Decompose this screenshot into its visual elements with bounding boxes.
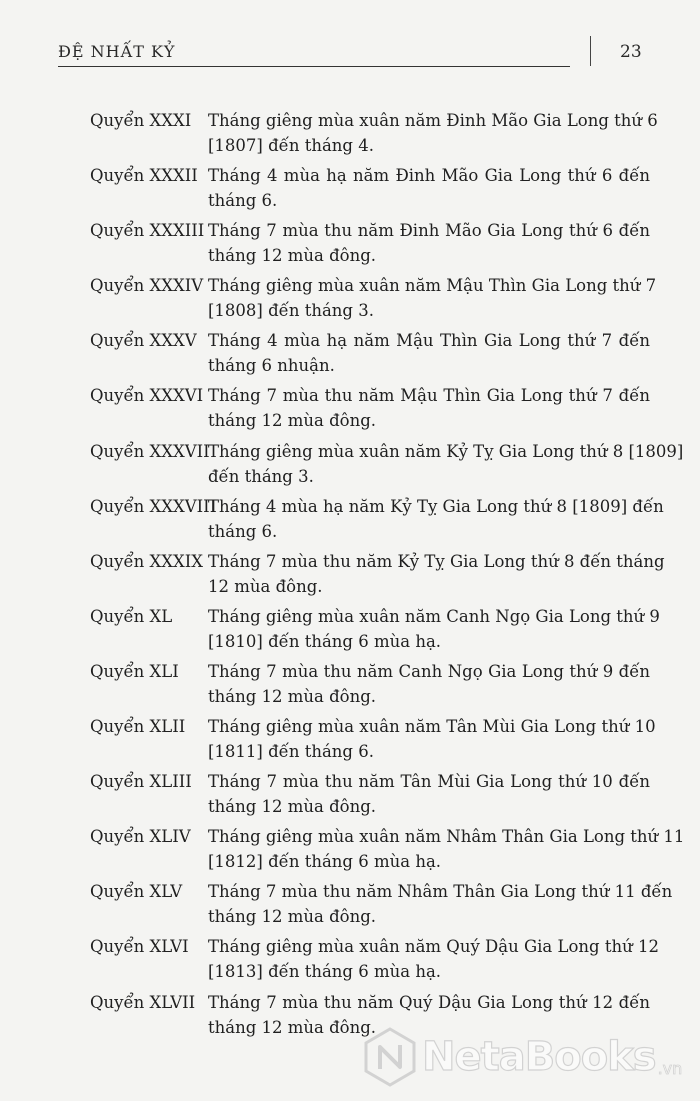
volume-label: Quyển XLIII	[90, 772, 192, 792]
volume-label: Quyển XXXIII	[90, 221, 205, 241]
description-line-2: tháng 6 nhuận.	[208, 356, 335, 376]
description-line-2: tháng 12 mùa đông.	[208, 1017, 377, 1037]
volume-label: Quyển XL	[90, 606, 173, 626]
description-line-1: Tháng 7 mùa thu năm Quý Dậu Gia Long thứ 12 đến	[208, 992, 650, 1012]
volume-entry	[90, 604, 660, 659]
description-line-2: tháng 12 mùa đông.	[208, 246, 377, 266]
description-line-2: đến tháng 3.	[208, 466, 314, 486]
volume-description	[208, 383, 650, 433]
description-line-2: [1807] đến tháng 4.	[208, 136, 374, 155]
volume-description	[208, 549, 665, 599]
volume-entry	[90, 549, 665, 604]
description-line-1: Tháng giêng mùa xuân năm Kỷ Tỵ Gia Long thứ 8 [1809]	[208, 441, 684, 461]
volume-label: Quyển XXXII	[90, 166, 198, 186]
page-number: 23	[620, 42, 642, 62]
watermark-brand: NetaBooks	[422, 1034, 656, 1080]
volume-description	[208, 769, 650, 819]
volume-label: Quyển XLVII	[90, 992, 196, 1012]
watermark	[362, 1022, 682, 1092]
header-rule	[58, 66, 570, 67]
description-line-1: Tháng giêng mùa xuân năm Canh Ngọ Gia Long thứ 9	[208, 606, 660, 626]
volume-description	[208, 934, 659, 984]
volume-label: Quyển XXXI	[90, 111, 192, 130]
description-line-2: [1811] đến tháng 6.	[208, 742, 374, 762]
volume-description	[208, 163, 650, 213]
volume-entry	[90, 494, 664, 549]
volume-description	[208, 328, 650, 378]
volume-entry	[90, 879, 673, 934]
description-line-1: Tháng giêng mùa xuân năm Nhâm Thân Gia Long thứ 11	[208, 827, 685, 847]
volume-label: Quyển XLI	[90, 661, 179, 681]
description-line-2: tháng 12 mùa đông.	[208, 907, 377, 927]
description-line-1: Tháng giêng mùa xuân năm Quý Dậu Gia Long thứ 12	[208, 937, 659, 957]
description-line-1: Tháng 7 mùa thu năm Canh Ngọ Gia Long thứ 9 đến	[208, 661, 650, 681]
description-line-2: 12 mùa đông.	[208, 576, 323, 596]
volume-label: Quyển XXXVI	[90, 386, 204, 406]
volume-entry	[90, 328, 650, 383]
description-line-1: Tháng 7 mùa thu năm Tân Mùi Gia Long thứ 10 đến	[208, 772, 650, 792]
volume-description	[208, 659, 650, 709]
volume-description	[208, 439, 683, 489]
description-line-2: [1810] đến tháng 6 mùa hạ.	[208, 631, 442, 651]
volume-label: Quyển XLII	[90, 717, 186, 737]
description-line-2: tháng 6.	[208, 191, 278, 211]
description-line-1: Tháng giêng mùa xuân năm Mậu Thìn Gia Long thứ 7	[208, 276, 657, 296]
volume-entry	[90, 163, 650, 218]
description-line-2: [1808] đến tháng 3.	[208, 301, 374, 321]
description-line-1: Tháng 7 mùa thu năm Đinh Mão Gia Long thứ 6 đến	[208, 221, 650, 241]
volume-label: Quyển XLIV	[90, 827, 191, 847]
description-line-2: [1812] đến tháng 6 mùa hạ.	[208, 852, 442, 872]
description-line-1: Tháng 7 mùa thu năm Nhâm Thân Gia Long thứ 11 đến	[208, 882, 673, 902]
volume-label: Quyển XXXV	[90, 331, 197, 351]
volume-entry	[90, 769, 650, 824]
volume-entry	[90, 273, 657, 328]
volume-label: Quyển XLV	[90, 882, 183, 902]
volume-label: Quyển XLVI	[90, 937, 189, 957]
volume-entry	[90, 218, 650, 273]
volume-label: Quyển XXXIV	[90, 276, 204, 296]
description-line-1: Tháng 7 mùa thu năm Mậu Thìn Gia Long thứ 7 đến	[208, 386, 650, 406]
volume-entry	[90, 439, 684, 494]
description-line-1: Tháng 4 mùa hạ năm Đinh Mão Gia Long thứ 6 đến	[208, 166, 650, 186]
description-line-1: Tháng 4 mùa hạ năm Kỷ Tỵ Gia Long thứ 8 [1809] đến	[208, 496, 664, 516]
description-line-1: Tháng giêng mùa xuân năm Tân Mùi Gia Long thứ 10	[208, 717, 656, 737]
volume-description	[208, 604, 660, 654]
netabooks-logo-icon	[362, 1026, 418, 1088]
volume-label: Quyển XXXVIII	[90, 496, 217, 516]
volume-description	[208, 218, 650, 268]
volume-entry	[90, 934, 659, 989]
volume-description	[208, 494, 664, 544]
volume-entry	[90, 714, 656, 769]
volume-entry	[90, 108, 658, 163]
volume-description	[208, 108, 658, 158]
volume-label: Quyển XXXIX	[90, 551, 204, 571]
description-line-1: Tháng 7 mùa thu năm Kỷ Tỵ Gia Long thứ 8 đến tháng	[208, 551, 665, 571]
description-line-1: Tháng giêng mùa xuân năm Đinh Mão Gia Long thứ 6	[208, 111, 658, 130]
description-line-2: tháng 12 mùa đông.	[208, 686, 377, 706]
volume-entry	[90, 383, 650, 438]
description-line-2: tháng 6.	[208, 521, 278, 541]
volume-label: Quyển XXXVII	[90, 441, 210, 461]
description-line-1: Tháng 4 mùa hạ năm Mậu Thìn Gia Long thứ 7 đến	[208, 331, 650, 351]
volume-description	[208, 824, 684, 874]
volume-description	[208, 273, 656, 323]
description-line-2: tháng 12 mùa đông.	[208, 411, 377, 431]
running-head: ĐỆ NHẤT KỶ	[58, 42, 176, 61]
watermark-suffix: .vn	[657, 1059, 683, 1078]
header-divider	[590, 36, 591, 66]
description-line-2: tháng 12 mùa đông.	[208, 797, 377, 817]
volume-entry	[90, 659, 650, 714]
volume-list	[90, 108, 685, 1045]
volume-description	[208, 879, 672, 929]
volume-entry	[90, 824, 685, 879]
description-line-2: [1813] đến tháng 6 mùa hạ.	[208, 962, 442, 982]
volume-description	[208, 714, 656, 764]
